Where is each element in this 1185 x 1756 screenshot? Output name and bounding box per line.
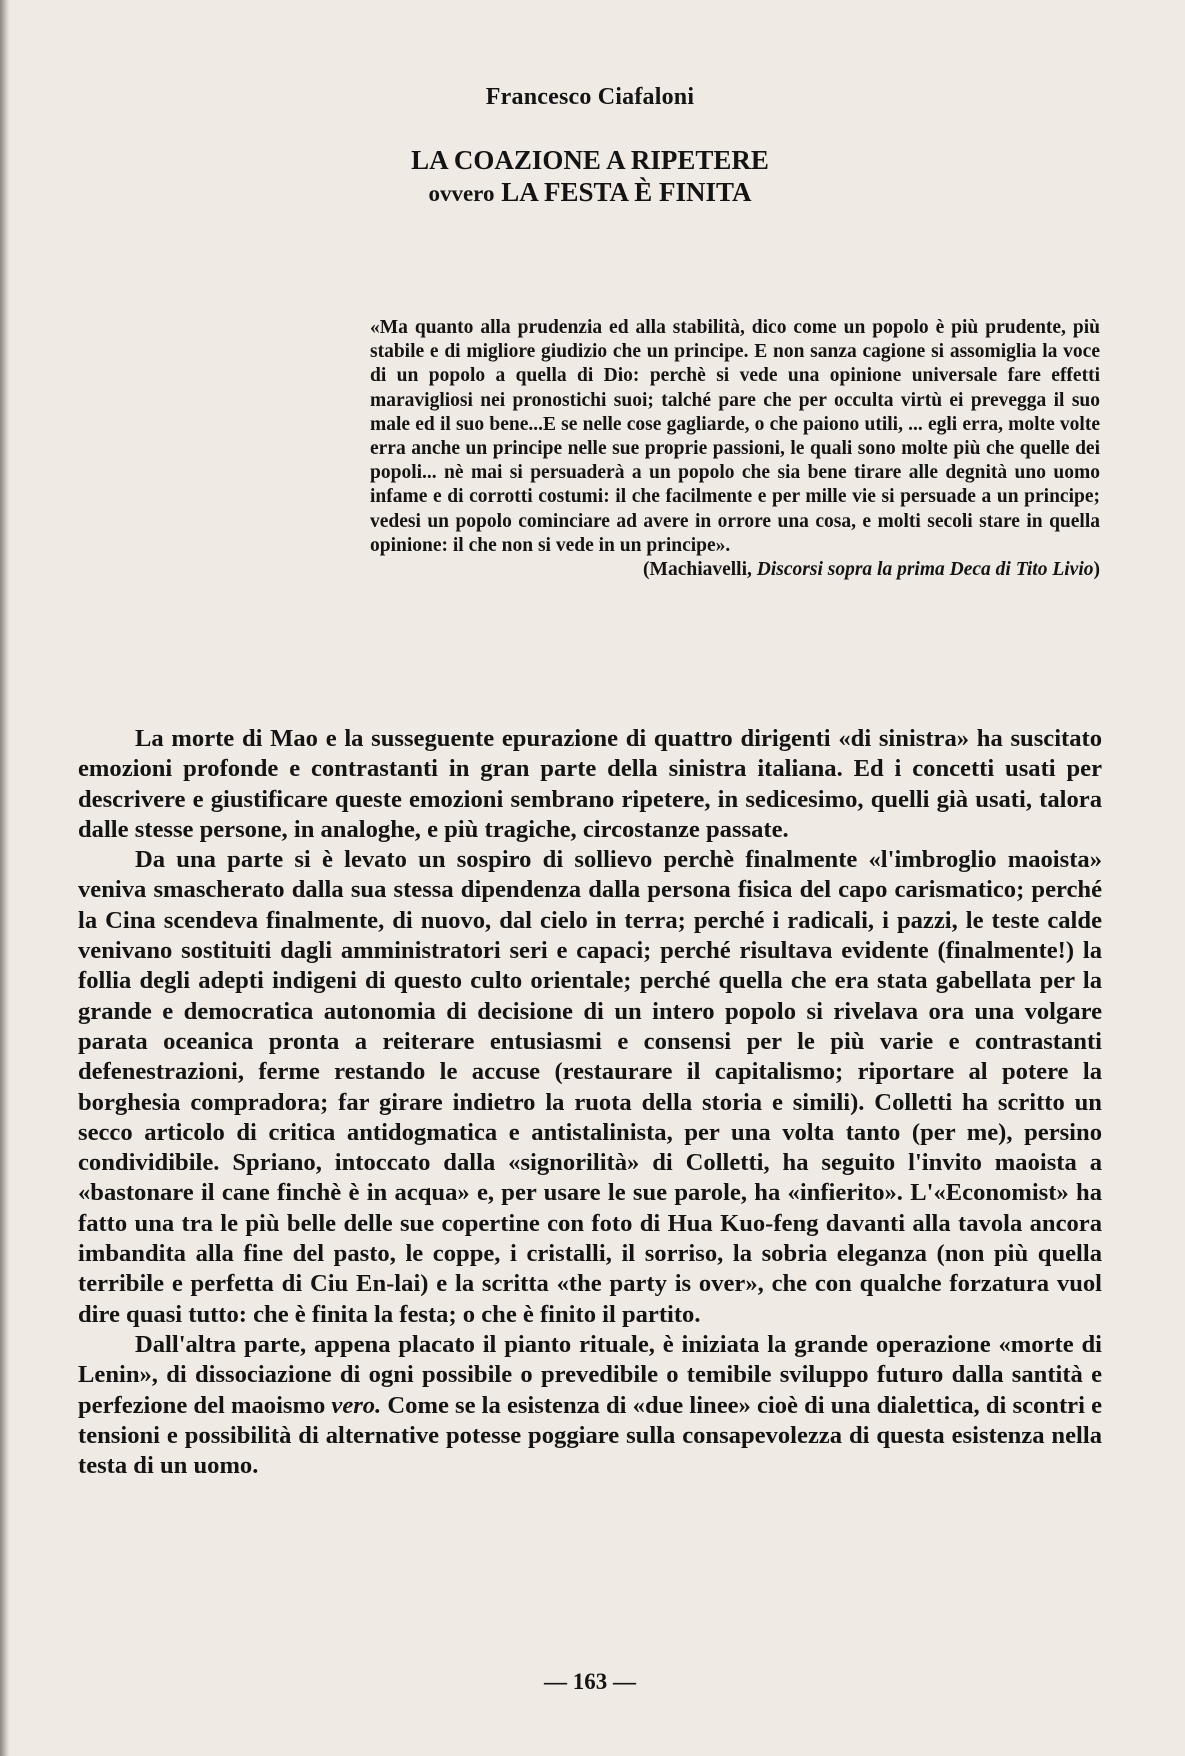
article-subtitle xyxy=(78,177,1102,208)
subtitle-text: LA FESTA È FINITA xyxy=(501,177,752,207)
body-paragraph-2: Da una parte si è levato un sospiro di sollievo perchè finalmente «l'imbroglio maoista» veniva smascherato dalla sua stessa dipendenza dalla persona fisica del capo carismatico; perché la Cina scendeva finalmente, di nuovo, dal cielo in terra; perché i radicali, i pazzi, le teste calde venivano sostituiti dagli amministratori seri e capaci; perché risultava evidente (finalmente!) la follia degli adepti indigeni di questo culto orientale; perché quella che era stata gabellata per la grande e democratica autonomia di decisione di un intero popolo si rivelava ora una volgare parata oceanica pronta a reiterare entusiasmi e consensi per le più varie e contrastanti defenestrazioni, ferme restando le accuse (restaurare il capitalismo; riportare al potere la borghesia compradora; far girare indietro la ruota della storia e simili). Colletti ha scritto un secco articolo di critica antidogmatica e antistalinista, per una volta tanto (per me), persino condividibile. Spriano, intoccato dalla «signorilità» di Colletti, ha seguito l'invito maoista a «bastonare il cane finchè è in acqua» e, per usare le sue parole, ha «infierito». L'«Economist» ha fatto una tra le più belle delle sue copertine con foto di Hua Kuo-feng davanti alla tavola ancora imbandita alla fine del pasto, le coppe, i cristalli, il sorriso, la sobria eleganza (non più quella terribile e perfetta di Ciu En-lai) e la scritta «the party is over», che con qualche forzatura vuol dire quasi tutto: che è finita la festa; o che è finito il partito. xyxy=(78,846,1102,1328)
body-paragraph-3-start: Dall'altra parte, appena placato il pianto rituale, è iniziata la grande operazione «morte di Lenin», di dissociazione di ogni possibile o prevedibile o temibile sviluppo futuro dalla santità e perfezione del maoismo xyxy=(78,1330,1102,1419)
epigraph-source-close: ) xyxy=(1093,559,1100,581)
article-title: LA COAZIONE A RIPETERE xyxy=(411,145,769,175)
epigraph-quote: «Ma quanto alla prudenzia ed alla stabilità, dico come un popolo è più prudente, più stabile e di migliore giudizio che un principe. E non sanza cagione si assomiglia la voce di un popolo a quella di Dio: perchè si vede una opinione universale fare effetti maravigliosi nei pronostichi suoi; talché pare che per occulta virtù ei prevegga il suo male ed il suo bene...E se nelle cose gagliarde, o che paiono utili, ... egli erra, molte volte erra anche un principe nelle sue proprie passioni, le quali sono molte più che quelle dei popoli... nè mai si persuaderà a un popolo che sia bene tirare alle degnità uno uomo infame e di corrotti costumi: il che facilmente e per mille vie si persuade a un principe; vedesi un popolo cominciare ad avere in orrore una cosa, e molti secoli stare in quella opinione: il che non si vede in un principe». xyxy=(370,317,1100,556)
body-paragraph-3-end: Come se la esistenza di «due linee» cioè di una dialettica, di scontri e tensioni e possibilità di alternative potesse poggiare sulla consapevolezza di questa esistenza nella testa di un uomo. xyxy=(78,1391,1102,1480)
body-paragraph-3 xyxy=(78,1330,1102,1481)
page-edge-shadow xyxy=(0,0,10,1756)
article-body xyxy=(78,724,1102,1481)
article-author: Francesco Ciafaloni xyxy=(485,84,695,110)
body-paragraph-3-emphasis: vero. xyxy=(331,1391,382,1419)
epigraph xyxy=(370,316,1100,582)
epigraph-source xyxy=(370,558,1100,582)
epigraph-source-work: Discorsi sopra la prima Deca di Tito Livio xyxy=(756,559,1094,581)
page-number: — 163 — xyxy=(544,1669,636,1694)
subtitle-ovvero: ovvero xyxy=(428,181,495,206)
body-paragraph-1: La morte di Mao e la susseguente epurazione di quattro dirigenti «di sinistra» ha suscitato emozioni profonde e contrastanti in gran parte della sinistra italiana. Ed i concetti usati per descrivere e giustificare queste emozioni sembrano ripetere, in sedicesimo, quelli già usati, talora dalle stesse persone, in analoghe, e più tragiche, circostanze passate. xyxy=(78,725,1102,843)
epigraph-source-open: (Machiavelli, xyxy=(643,559,757,581)
